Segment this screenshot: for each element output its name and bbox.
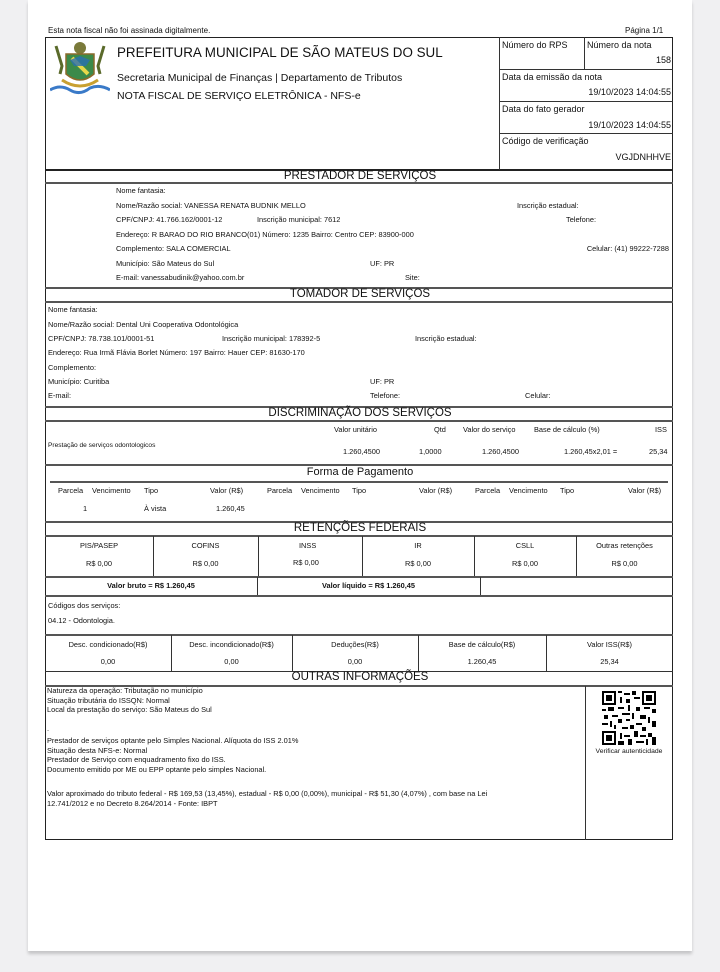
payment-tipo: À vista	[144, 504, 167, 513]
service-base-calculo: 1.260,45x2,01 =	[564, 447, 618, 456]
retencao-outras-label: Outras retenções	[596, 541, 653, 550]
tomador-complemento: Complemento:	[48, 363, 97, 372]
outras-info-block-2	[47, 736, 298, 774]
deducoes-value: 0,00	[347, 657, 363, 666]
verification-code: VGJDNHHVE	[615, 152, 671, 162]
tomador-telefone: Telefone:	[370, 391, 400, 400]
prestador-section-title: PRESTADOR DE SERVIÇOS	[283, 170, 437, 182]
tomador-nome-fantasia: Nome fantasia:	[48, 305, 98, 314]
tomador-inscricao-estadual: Inscrição estadual:	[415, 334, 477, 343]
service-qtd: 1,0000	[419, 447, 442, 456]
prestador-uf: UF: PR	[370, 259, 395, 268]
signature-notice: Esta nota fiscal não foi assinada digitalmente.	[48, 26, 211, 35]
desc-condicionado-label: Desc. condicionado(R$)	[68, 640, 148, 649]
col-valor-1: Valor (R$)	[210, 486, 244, 495]
retencao-csll-label: CSLL	[515, 541, 535, 550]
rps-label: Número do RPS	[502, 40, 568, 50]
page-indicator: Página 1/1	[625, 26, 664, 35]
prestador-endereco: Endereço: R BARAO DO RIO BRANCO(01) Número: 1235 Bairro: Centro CEP: 83900-000	[116, 230, 414, 239]
retencao-ir-label: IR	[414, 541, 422, 550]
base-calculo-value: 1.260,45	[467, 657, 497, 666]
payment-parcela: 1	[83, 504, 88, 513]
col-valor-servico: Valor do serviço	[463, 425, 516, 434]
col-parcela-3: Parcela	[475, 486, 501, 495]
tomador-razao-social: Nome/Razão social: Dental Uni Cooperativa Odontológica	[48, 320, 239, 329]
document-type: NOTA FISCAL DE SERVIÇO ELETRÔNICA - NFS-e	[117, 90, 361, 102]
desc-incondicionado-value: 0,00	[224, 657, 239, 666]
retencao-cofins-label: COFINS	[191, 541, 220, 550]
retencao-inss-value: R$ 0,00	[293, 558, 319, 567]
separator-dot: .	[47, 724, 50, 733]
issue-date-label: Data da emissão da nota	[502, 72, 603, 82]
col-base-calculo: Base de cálculo (%)	[534, 425, 600, 434]
local-prestacao: Local da prestação do serviço: São Mateus do Sul	[47, 705, 212, 714]
situacao-tributaria: Situação tributária do ISSQN: Normal	[47, 695, 170, 705]
tributo-line-1: Valor aproximado do tributo federal - R$ 169,53 (13,45%), estadual - R$ 0,00 (0,00%), municipal - R$ 51,30 (4,07%) , com base na Lei	[47, 789, 488, 798]
valor-iss-value: 25,34	[600, 657, 619, 666]
tomador-celular: Celular:	[525, 391, 551, 400]
col-tipo-1: Tipo	[144, 486, 159, 495]
event-date-value: 19/10/2023 14:04:55	[588, 120, 671, 130]
retencao-pis-label: PIS/PASEP	[79, 541, 119, 550]
col-valor-3: Valor (R$)	[628, 486, 662, 495]
prestador-cpf-cnpj: CPF/CNPJ: 41.766.162/0001-12	[116, 215, 223, 224]
prestador-complemento: Complemento: SALA COMERCIAL	[116, 244, 231, 253]
situacao-nfse: Situação desta NFS-e: Normal	[47, 745, 148, 755]
col-parcela-1: Parcela	[58, 486, 84, 495]
retencao-inss-label: INSS	[299, 541, 317, 550]
desc-incondicionado-label: Desc. incondicionado(R$)	[189, 640, 274, 649]
prestador-inscricao-estadual: Inscrição estadual:	[517, 201, 579, 210]
col-vencimento-3: Vencimento	[509, 486, 548, 495]
prestador-site: Site:	[405, 273, 420, 282]
enquadramento-iss: Prestador de Serviço com enquadramento fixo do ISS.	[47, 755, 226, 764]
prestador-nome-fantasia: Nome fantasia:	[116, 186, 166, 195]
tributo-aproximado	[47, 789, 487, 808]
prestador-inscricao-municipal: Inscrição municipal: 7612	[257, 215, 341, 224]
col-vencimento-1: Vencimento	[92, 486, 131, 495]
note-number-label: Número da nota	[587, 40, 652, 50]
col-valor-2: Valor (R$)	[419, 486, 453, 495]
note-number-value: 158	[655, 55, 671, 65]
outras-section-title: OUTRAS INFORMAÇÕES	[291, 671, 429, 683]
base-calculo-label: Base de cálculo(R$)	[448, 640, 516, 649]
retencoes-section-title: RETENÇÕES FEDERAIS	[293, 522, 427, 534]
retencao-cofins-value: R$ 0,00	[192, 559, 219, 568]
tomador-uf: UF: PR	[370, 377, 395, 386]
outras-info-block-1	[47, 686, 212, 715]
tributo-line-2: 12.741/2012 e no Decreto 8.264/2014 - Fonte: IBPT	[47, 798, 218, 808]
col-valor-unitario: Valor unitário	[334, 425, 377, 434]
municipality-title: PREFEITURA MUNICIPAL DE SÃO MATEUS DO SUL	[117, 45, 443, 60]
prestador-razao-social: Nome/Razão social: VANESSA RENATA BUDNIK MELLO	[116, 201, 306, 210]
prestador-municipio: Município: São Mateus do Sul	[116, 259, 215, 268]
service-description: Prestação de serviços odontologicos	[48, 442, 156, 449]
tomador-endereco: Endereço: Rua Irmã Flávia Borlet Número: 197 Bairro: Hauer CEP: 81630-170	[48, 348, 305, 357]
verify-authenticity-link[interactable]: Verificar autenticidade	[595, 748, 663, 755]
col-qtd: Qtd	[434, 425, 446, 434]
codigos-label: Códigos dos serviços:	[48, 601, 121, 610]
prestador-celular: Celular: (41) 99222-7288	[586, 244, 669, 253]
col-vencimento-2: Vencimento	[301, 486, 340, 495]
event-date-label: Data do fato gerador	[502, 104, 585, 114]
codigos-value: 04.12 - Odontologia.	[48, 616, 115, 625]
valor-iss-label: Valor ISS(R$)	[586, 640, 633, 649]
tomador-email: E-mail:	[48, 391, 71, 400]
payment-valor: 1.260,45	[216, 504, 245, 513]
prestador-telefone: Telefone:	[566, 215, 596, 224]
tomador-cpf-cnpj: CPF/CNPJ: 78.738.101/0001-51	[48, 334, 155, 343]
documento-me-epp: Documento emitido por ME ou EPP optante pelo simples Nacional.	[47, 764, 267, 774]
deducoes-label: Deduções(R$)	[331, 640, 379, 649]
tomador-municipio: Município: Curitiba	[48, 377, 110, 386]
prestador-email[interactable]: E-mail: vanessabudinik@yahoo.com.br	[116, 273, 245, 282]
verification-label: Código de verificação	[502, 136, 589, 146]
pagamento-section-title: Forma de Pagamento	[306, 466, 414, 478]
col-parcela-2: Parcela	[267, 486, 293, 495]
service-valor-servico: 1.260,4500	[482, 447, 519, 456]
department-name: Secretaria Municipal de Finanças | Departamento de Tributos	[117, 72, 403, 84]
col-tipo-3: Tipo	[560, 486, 575, 495]
retencao-csll-value: R$ 0,00	[512, 559, 538, 568]
tomador-inscricao-municipal: Inscrição municipal: 178392-5	[222, 334, 321, 343]
service-valor-unitario: 1.260,4500	[343, 447, 380, 456]
simples-nacional-info: Prestador de serviços optante pelo Simples Nacional. Alíquota do ISS 2.01%	[47, 736, 299, 745]
coat-of-arms-logo	[50, 40, 110, 96]
col-iss: ISS	[655, 425, 667, 434]
issue-date-value: 19/10/2023 14:04:55	[588, 87, 671, 97]
document-page	[28, 0, 692, 951]
retencao-outras-value: R$ 0,00	[611, 559, 638, 568]
retencao-ir-value: R$ 0,00	[405, 559, 431, 568]
qr-code-icon[interactable]	[602, 691, 656, 745]
servicos-section-title: DISCRIMINAÇÃO DOS SERVIÇOS	[268, 407, 452, 419]
valor-bruto: Valor bruto = R$ 1.260,45	[107, 581, 195, 590]
tomador-section-title: TOMADOR DE SERVIÇOS	[289, 288, 431, 300]
retencao-pis-value: R$ 0,00	[86, 559, 112, 568]
desc-condicionado-value: 0,00	[100, 657, 116, 666]
service-iss: 25,34	[649, 447, 668, 456]
valor-liquido: Valor líquido = R$ 1.260,45	[321, 581, 416, 590]
col-tipo-2: Tipo	[352, 486, 367, 495]
natureza-operacao: Natureza da operação: Tributação no município	[47, 686, 203, 695]
